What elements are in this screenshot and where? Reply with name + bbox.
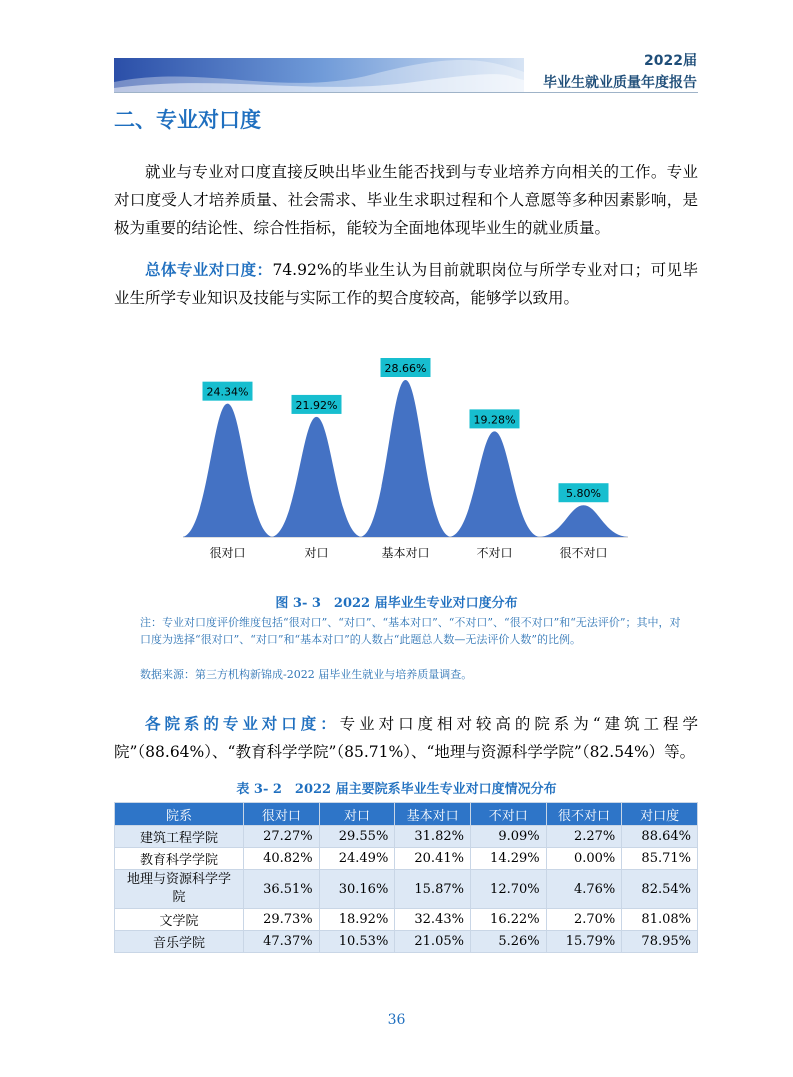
table-cell: 0.00% <box>546 848 622 870</box>
data-label-2: 28.66% <box>384 362 427 375</box>
table-cell: 20.41% <box>395 848 471 870</box>
category-label-4: 很不对口 <box>559 546 608 560</box>
distribution-chart <box>183 350 628 572</box>
table-cell: 文学院 <box>115 909 244 931</box>
table-cell: 24.49% <box>319 848 395 870</box>
header-year: 2022届 <box>644 53 697 69</box>
data-source: 数据来源：第三方机构新锦成-2022 届毕业生就业与培养质量调查。 <box>140 668 473 681</box>
col-header: 对口 <box>319 803 395 826</box>
table-cell: 31.82% <box>395 826 471 848</box>
chart-peak-2 <box>360 380 452 537</box>
table-cell: 地理与资源科学学院 <box>115 870 244 909</box>
chart-peak-3 <box>449 431 541 537</box>
table-row <box>115 931 698 953</box>
table-row <box>115 826 698 848</box>
chart-peak-1 <box>271 417 363 537</box>
figure-caption: 图 3- 3 2022 届毕业生专业对口度分布 <box>275 596 518 611</box>
table-cell: 36.51% <box>244 870 320 909</box>
data-label-0: 24.34% <box>206 385 249 399</box>
table-cell: 9.09% <box>470 826 546 848</box>
section-title: 二、专业对口度 <box>114 108 261 132</box>
col-header: 基本对口 <box>395 803 471 826</box>
intro-paragraph: 就业与专业对口度直接反映出毕业生能否找到与专业培养方向相关的工作。专业对口度受人才培养质量、社会需求、毕业生求职过程和个人意愿等多种因素影响，是极为重要的结论性、综合性指标，能较为全面地体现毕业生的就业质量。 <box>114 163 698 237</box>
col-header: 很不对口 <box>546 803 622 826</box>
chart-peak-0 <box>183 404 274 537</box>
table-cell: 40.82% <box>244 848 320 870</box>
col-header: 不对口 <box>470 803 546 826</box>
col-header: 院系 <box>115 803 244 826</box>
data-label-3: 19.28% <box>473 413 516 427</box>
table-cell: 教育科学学院 <box>115 848 244 870</box>
table-cell: 32.43% <box>395 909 471 931</box>
data-label-4: 5.80% <box>566 487 601 501</box>
department-text: 专业对口度相对较高的院系为“建筑工程学院”（88.64%）、“教育科学学院”（85.71%）、“地理与资源科学学院”（82.54%）等。 <box>114 715 698 761</box>
table-row <box>115 870 698 909</box>
department-lead: 各院系的专业对口度： <box>145 715 340 733</box>
table-cell: 16.22% <box>470 909 546 931</box>
table-cell: 建筑工程学院 <box>115 826 244 848</box>
overall-lead: 总体专业对口度： <box>145 261 273 279</box>
table-header-row <box>115 803 698 826</box>
header-divider <box>114 92 698 93</box>
category-label-0: 很对口 <box>209 546 246 560</box>
table-cell: 5.26% <box>470 931 546 953</box>
table-cell: 2.27% <box>546 826 622 848</box>
overall-paragraph <box>114 256 698 312</box>
chart-note: 注：专业对口度评价维度包括“很对口”、“对口”、“基本对口”、“不对口”、“很不对口”和“无法评价”；其中，对口度为选择“很对口”、“对口”和“基本对口”的人数占“此题总人数—无法评价人数”的比例。 <box>140 616 681 646</box>
table-cell: 29.55% <box>319 826 395 848</box>
table-cell: 18.92% <box>319 909 395 931</box>
table-cell: 15.79% <box>546 931 622 953</box>
category-label-3: 不对口 <box>476 546 513 560</box>
category-label-1: 对口 <box>304 546 329 560</box>
table-cell: 30.16% <box>319 870 395 909</box>
table-cell: 15.87% <box>395 870 471 909</box>
table-cell: 47.37% <box>244 931 320 953</box>
col-header: 很对口 <box>244 803 320 826</box>
table-caption: 表 3- 2 2022 届主要院系毕业生专业对口度情况分布 <box>236 782 557 797</box>
table-row <box>115 909 698 931</box>
category-label-2: 基本对口 <box>381 546 430 560</box>
table-cell: 音乐学院 <box>115 931 244 953</box>
page-number: 36 <box>387 1012 406 1028</box>
header-title <box>543 50 697 94</box>
table-cell: 10.53% <box>319 931 395 953</box>
table-cell: 29.73% <box>244 909 320 931</box>
chart-peak-4 <box>538 505 629 537</box>
overall-text: 74.92%的毕业生认为目前就职岗位与所学专业对口；可见毕业生所学专业知识及技能与实际工作的契合度较高，能够学以致用。 <box>114 261 698 307</box>
data-label-1: 21.92% <box>295 398 338 412</box>
header-decoration <box>114 58 524 92</box>
header-report-title: 毕业生就业质量年度报告 <box>543 75 697 91</box>
department-paragraph <box>114 710 698 766</box>
table-cell: 12.70% <box>470 870 546 909</box>
table-cell: 88.64% <box>622 826 698 848</box>
table-cell: 81.08% <box>622 909 698 931</box>
table-cell: 78.95% <box>622 931 698 953</box>
department-table <box>114 802 698 953</box>
table-cell: 85.71% <box>622 848 698 870</box>
table-cell: 14.29% <box>470 848 546 870</box>
table-row <box>115 848 698 870</box>
table-cell: 21.05% <box>395 931 471 953</box>
table-cell: 82.54% <box>622 870 698 909</box>
table-cell: 27.27% <box>244 826 320 848</box>
table-cell: 2.70% <box>546 909 622 931</box>
table-cell: 4.76% <box>546 870 622 909</box>
col-header: 对口度 <box>622 803 698 826</box>
